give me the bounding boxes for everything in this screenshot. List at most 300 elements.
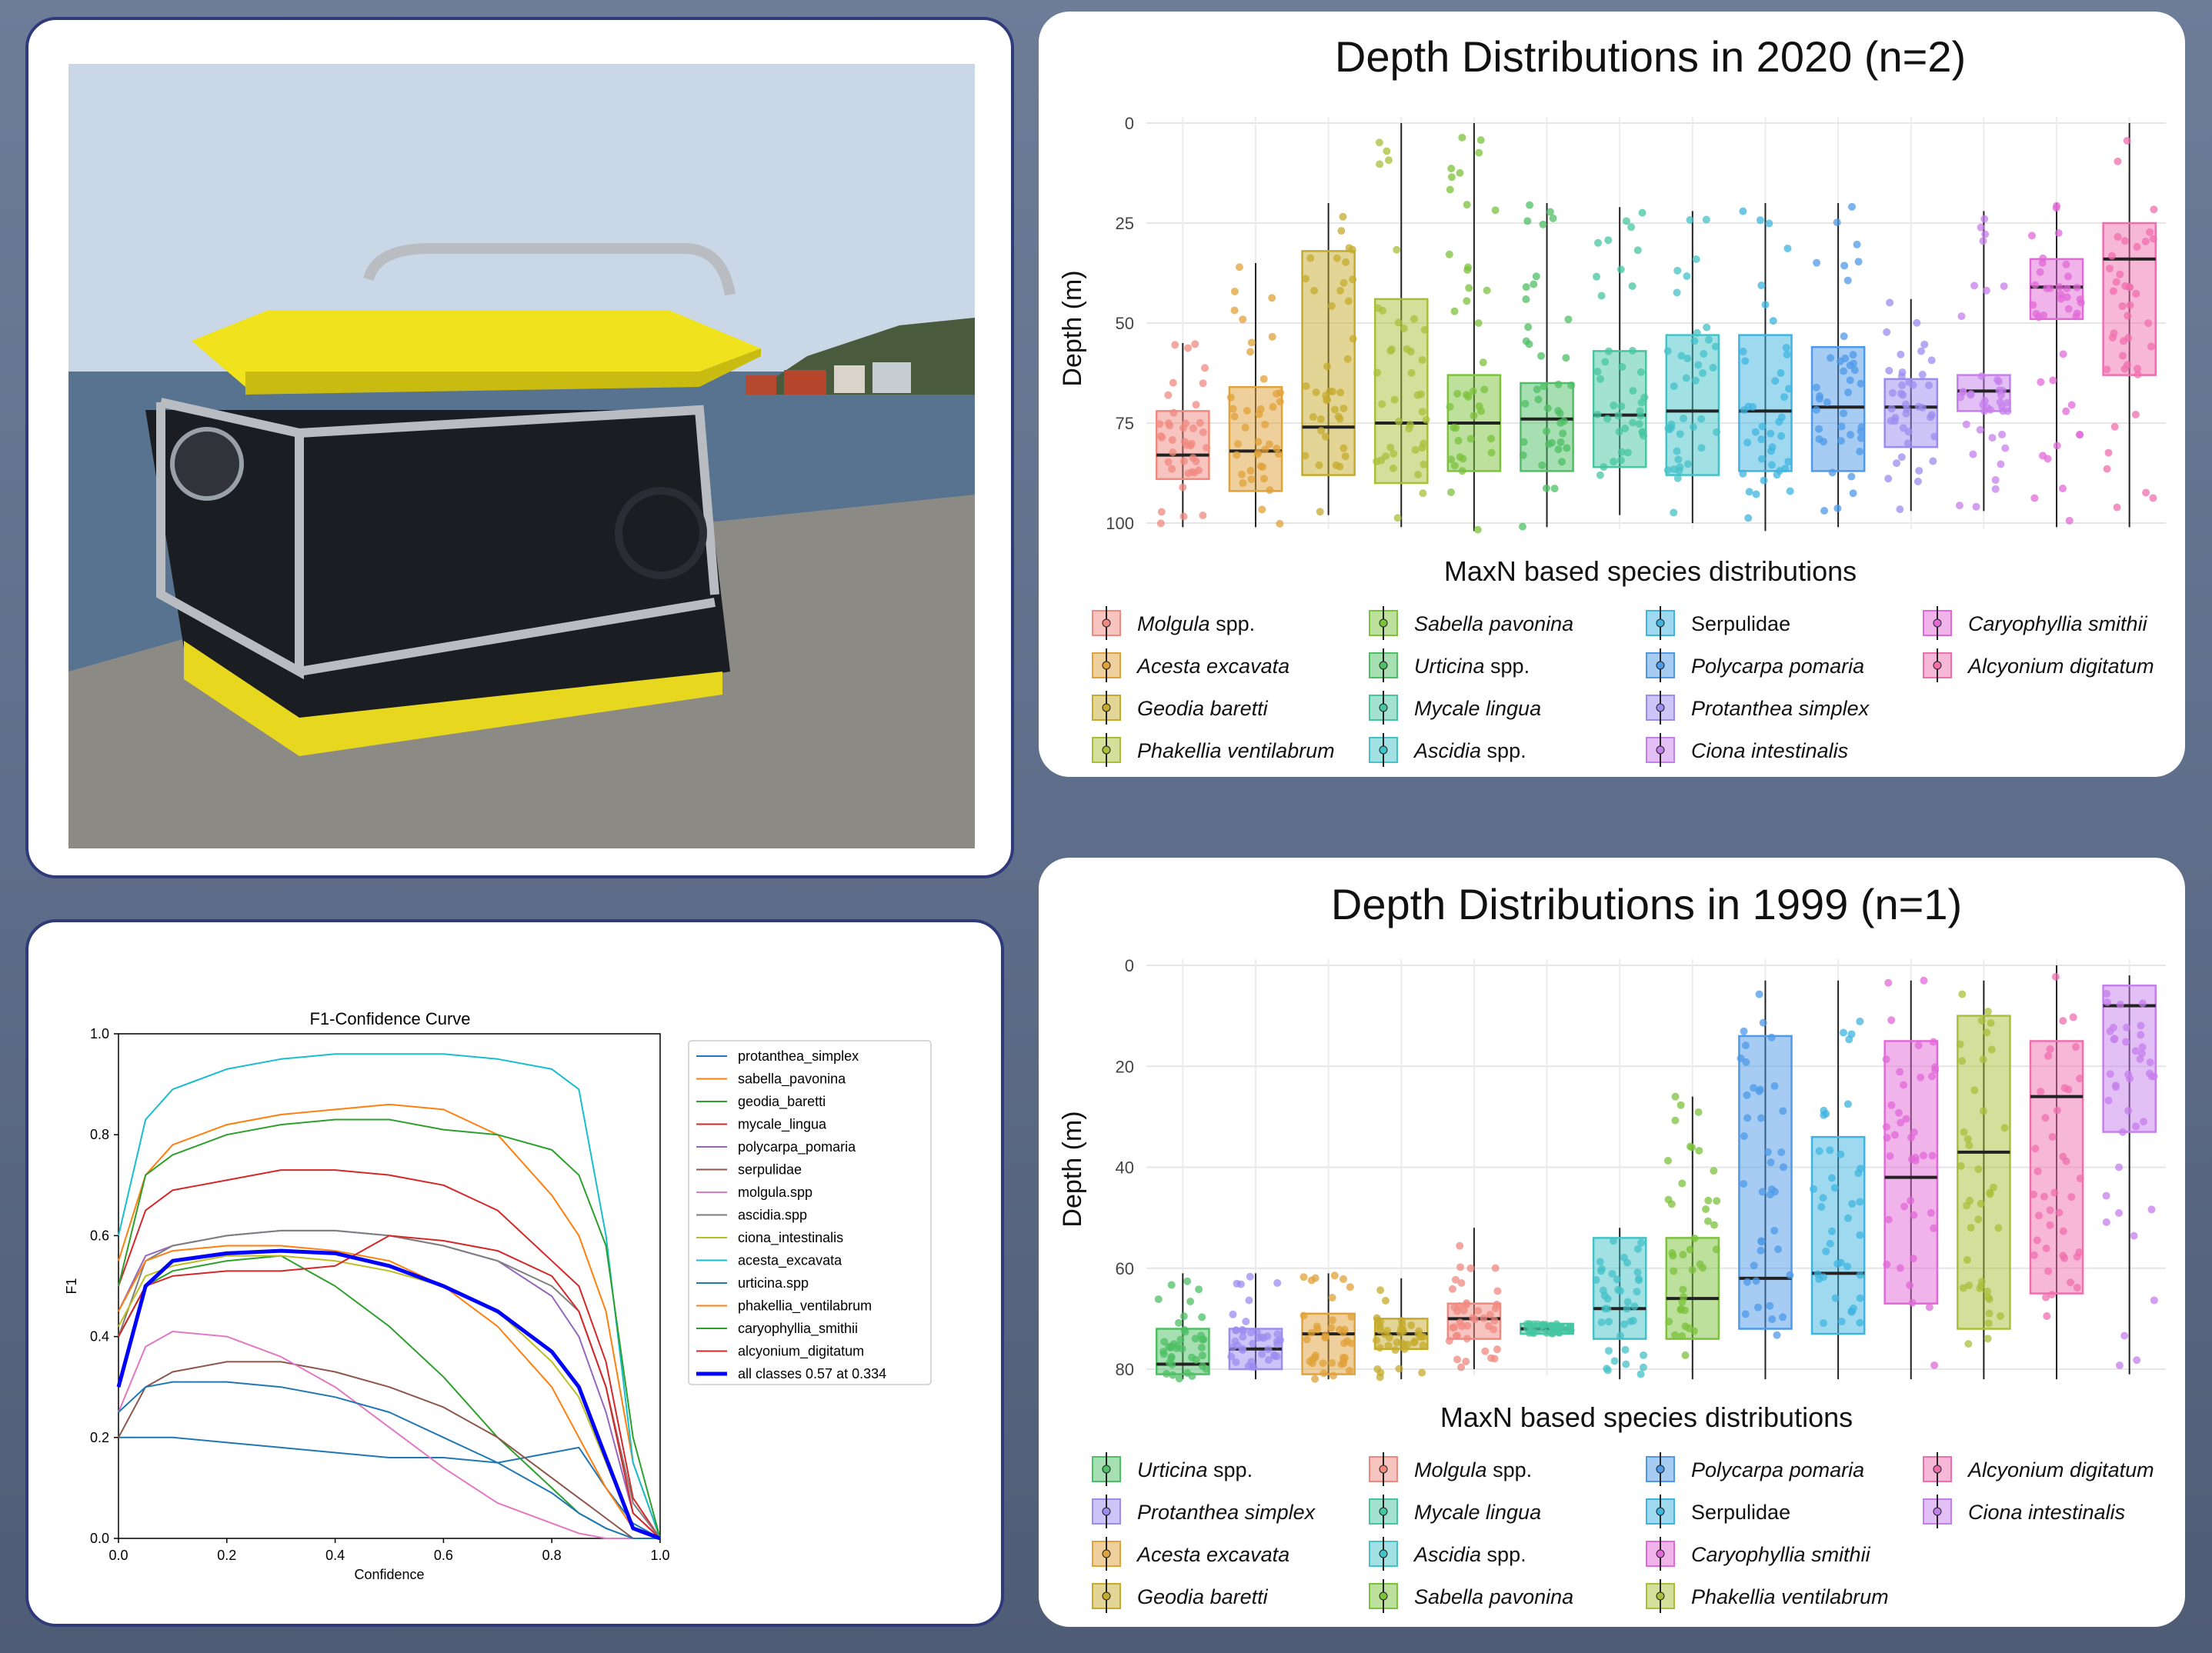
jitter-point bbox=[1897, 351, 1904, 358]
f1-x-tick-label: 0.0 bbox=[108, 1548, 128, 1563]
jitter-point bbox=[1452, 1276, 1460, 1284]
jitter-point bbox=[1376, 1318, 1384, 1325]
jitter-point bbox=[1388, 345, 1396, 353]
jitter-point bbox=[1640, 1364, 1647, 1371]
jitter-point bbox=[1254, 438, 1262, 445]
jitter-point bbox=[1399, 1325, 1406, 1333]
boxplot-group bbox=[1812, 203, 1865, 527]
jitter-point bbox=[1474, 1307, 1482, 1315]
jitter-point bbox=[1420, 440, 1427, 448]
jitter-point bbox=[1883, 1261, 1890, 1268]
jitter-point bbox=[2111, 423, 2119, 431]
jitter-point bbox=[1926, 1303, 1933, 1311]
jitter-point bbox=[1769, 443, 1777, 451]
jitter-point bbox=[2147, 342, 2155, 350]
jitter-point bbox=[2053, 202, 2060, 210]
jitter-point bbox=[1750, 1261, 1758, 1269]
jitter-point bbox=[1853, 241, 1861, 248]
jitter-point bbox=[1616, 1331, 1624, 1339]
jitter-point bbox=[1546, 208, 1554, 216]
jitter-point bbox=[1988, 434, 1996, 442]
jitter-point bbox=[1600, 463, 1607, 471]
jitter-point bbox=[1345, 297, 1353, 305]
jitter-point bbox=[1930, 1361, 1938, 1369]
legend-species-name: Protanthea simplex bbox=[1137, 1501, 1316, 1524]
jitter-point bbox=[1764, 1148, 1772, 1156]
legend-item bbox=[1370, 733, 1526, 767]
jitter-point bbox=[1227, 394, 1235, 402]
f1-series-line bbox=[118, 1382, 660, 1538]
jitter-point bbox=[1520, 438, 1528, 446]
jitter-point bbox=[1844, 277, 1852, 285]
jitter-point bbox=[1930, 1225, 1937, 1232]
jitter-point bbox=[1266, 440, 1273, 448]
jitter-point bbox=[1713, 1197, 1720, 1205]
jitter-point bbox=[1965, 1141, 1973, 1149]
jitter-point bbox=[1674, 475, 1682, 482]
jitter-point bbox=[1376, 160, 1383, 168]
jitter-point bbox=[2110, 1035, 2118, 1042]
jitter-point bbox=[2110, 287, 2117, 295]
jitter-point bbox=[1600, 1287, 1607, 1295]
jitter-point bbox=[1419, 489, 1426, 497]
jitter-point bbox=[2067, 1278, 2074, 1286]
jitter-point bbox=[1169, 436, 1176, 444]
jitter-point bbox=[1611, 1357, 1619, 1365]
jitter-point bbox=[1697, 444, 1705, 452]
jitter-point bbox=[2043, 1245, 2050, 1252]
jitter-point bbox=[1848, 1200, 1856, 1208]
bp2020-y-axis-label: Depth (m) bbox=[1058, 270, 1087, 387]
jitter-point bbox=[1905, 428, 1913, 435]
jitter-point bbox=[1771, 1082, 1779, 1090]
legend-species-name: Polycarpa pomaria bbox=[1691, 655, 1865, 678]
jitter-point bbox=[2035, 1211, 2043, 1219]
jitter-point bbox=[1857, 435, 1865, 442]
jitter-point bbox=[1783, 344, 1790, 352]
jitter-point bbox=[2105, 1097, 2113, 1105]
jitter-point bbox=[1773, 1331, 1781, 1339]
legend-item bbox=[1093, 606, 1255, 640]
jitter-point bbox=[1757, 1085, 1764, 1093]
boxplot-group bbox=[2030, 965, 2084, 1379]
jitter-point bbox=[1899, 392, 1907, 399]
jitter-point bbox=[1617, 265, 1625, 273]
jitter-point bbox=[1783, 351, 1791, 358]
legend-item bbox=[1370, 606, 1573, 640]
jitter-point bbox=[1605, 1347, 1613, 1355]
f1-legend-label: alcyonium_digitatum bbox=[738, 1343, 865, 1359]
legend-species-name: Geodia baretti bbox=[1137, 697, 1268, 720]
f1-legend-label: protanthea_simplex bbox=[738, 1048, 859, 1064]
box bbox=[1520, 383, 1573, 471]
legend-species-name: Acesta excavata bbox=[1137, 1543, 1290, 1566]
jitter-point bbox=[1463, 1299, 1470, 1307]
jitter-point bbox=[1592, 1276, 1600, 1284]
jitter-point bbox=[1787, 487, 1794, 495]
jitter-point bbox=[1779, 1107, 1787, 1115]
jitter-point bbox=[2067, 1193, 2075, 1201]
jitter-point bbox=[1623, 217, 1630, 225]
jitter-point bbox=[2031, 1145, 2039, 1152]
legend-label bbox=[1414, 655, 1530, 678]
jitter-point bbox=[1740, 348, 1747, 355]
jitter-point bbox=[1379, 307, 1386, 315]
legend-swatch-dot bbox=[1656, 1465, 1664, 1473]
f1-y-tick-label: 0.4 bbox=[89, 1328, 109, 1345]
jitter-point bbox=[1382, 1297, 1390, 1305]
jitter-point bbox=[1671, 1331, 1679, 1339]
jitter-point bbox=[1994, 1224, 2002, 1231]
legend-species-suffix: spp. bbox=[1484, 655, 1530, 678]
boxplot-1999 bbox=[1039, 858, 2185, 1627]
legend-item bbox=[1646, 1537, 1871, 1571]
boxplot-group bbox=[1446, 1228, 1502, 1371]
jitter-point bbox=[1679, 1285, 1687, 1293]
jitter-point bbox=[1677, 430, 1684, 438]
f1-series-line bbox=[118, 1331, 660, 1538]
jitter-point bbox=[1816, 392, 1823, 400]
jitter-point bbox=[1752, 428, 1760, 436]
f1-chart-panel bbox=[25, 919, 1004, 1627]
jitter-point bbox=[1770, 1227, 1778, 1235]
jitter-point bbox=[1229, 1344, 1236, 1351]
jitter-point bbox=[2076, 1075, 2084, 1082]
legend-species-suffix: spp. bbox=[1481, 1543, 1526, 1566]
jitter-point bbox=[1260, 475, 1268, 482]
jitter-point bbox=[1522, 295, 1530, 303]
jitter-point bbox=[1447, 488, 1455, 496]
jitter-point bbox=[1957, 1162, 1965, 1170]
jitter-point bbox=[1463, 1335, 1471, 1342]
jitter-point bbox=[1344, 355, 1352, 363]
jitter-point bbox=[1667, 421, 1675, 428]
jitter-point bbox=[1347, 1313, 1355, 1321]
legend-swatch-dot bbox=[1103, 1592, 1110, 1600]
jitter-point bbox=[2110, 329, 2118, 337]
jitter-point bbox=[2064, 272, 2072, 280]
jitter-point bbox=[1992, 485, 2000, 493]
bp2020-plot-area bbox=[1106, 114, 2166, 534]
jitter-point bbox=[1889, 389, 1897, 397]
legend-label bbox=[1967, 1458, 2154, 1481]
jitter-point bbox=[2040, 312, 2047, 319]
jitter-point bbox=[1893, 459, 1900, 467]
jitter-point bbox=[1447, 165, 1455, 172]
jitter-point bbox=[1234, 440, 1242, 448]
f1-legend-label: phakellia_ventilabrum bbox=[738, 1298, 872, 1314]
jitter-point bbox=[1229, 405, 1237, 413]
jitter-point bbox=[1856, 448, 1863, 455]
legend-species-name: Sabella pavonina bbox=[1414, 1585, 1574, 1608]
jitter-point bbox=[1983, 287, 1990, 295]
jitter-point bbox=[1771, 377, 1779, 385]
jitter-point bbox=[1891, 1131, 1899, 1139]
legend-species-name: Molgula bbox=[1137, 612, 1210, 635]
jitter-point bbox=[1391, 396, 1399, 404]
jitter-point bbox=[1169, 409, 1177, 417]
f1-x-tick-label: 0.8 bbox=[542, 1548, 562, 1563]
jitter-point bbox=[1785, 385, 1793, 392]
jitter-point bbox=[1197, 1331, 1205, 1339]
legend-item bbox=[1370, 1579, 1573, 1613]
legend-swatch-dot bbox=[1656, 704, 1664, 712]
jitter-point bbox=[1896, 505, 1903, 513]
jitter-point bbox=[1322, 1333, 1330, 1341]
jitter-point bbox=[1490, 1317, 1498, 1325]
legend-species-name: Ascidia bbox=[1414, 1543, 1482, 1566]
jitter-point bbox=[1700, 350, 1707, 358]
jitter-point bbox=[1559, 430, 1566, 438]
jitter-point bbox=[1551, 485, 1559, 492]
jitter-point bbox=[1543, 485, 1550, 492]
jitter-point bbox=[2103, 1218, 2110, 1226]
jitter-point bbox=[1331, 405, 1339, 413]
jitter-point bbox=[1236, 263, 1243, 271]
jitter-point bbox=[1752, 1277, 1760, 1285]
jitter-point bbox=[1414, 392, 1422, 399]
jitter-point bbox=[2034, 1236, 2041, 1244]
jitter-point bbox=[1558, 458, 1566, 465]
jitter-point bbox=[2103, 1192, 2110, 1200]
jitter-point bbox=[1826, 1146, 1833, 1154]
jitter-point bbox=[2041, 1114, 2049, 1121]
jitter-point bbox=[1847, 473, 1855, 481]
jitter-point bbox=[1828, 1228, 1836, 1235]
jitter-point bbox=[2030, 495, 2038, 502]
jitter-point bbox=[1762, 301, 1770, 308]
jitter-point bbox=[2116, 271, 2124, 278]
jitter-point bbox=[1398, 1317, 1406, 1325]
jitter-point bbox=[1777, 432, 1785, 440]
legend-label bbox=[1691, 739, 1848, 762]
jitter-point bbox=[2104, 449, 2112, 457]
jitter-point bbox=[1915, 467, 1923, 475]
rov-photo-panel bbox=[25, 17, 1014, 878]
jitter-point bbox=[1420, 461, 1427, 468]
jitter-point bbox=[1787, 1271, 1794, 1279]
jitter-point bbox=[1519, 523, 1526, 531]
jitter-point bbox=[1347, 1339, 1355, 1347]
legend-item bbox=[1923, 648, 2154, 682]
legend-species-suffix: spp. bbox=[1481, 739, 1526, 762]
legend-item bbox=[1370, 1495, 1541, 1528]
jitter-point bbox=[1330, 1371, 1337, 1379]
y-tick-label: 0 bbox=[1124, 114, 1134, 133]
jitter-point bbox=[1670, 508, 1677, 516]
boxplot-group bbox=[1227, 1273, 1284, 1379]
jitter-point bbox=[1883, 328, 1890, 336]
jitter-point bbox=[1930, 432, 1938, 440]
jitter-point bbox=[1249, 1340, 1256, 1348]
jitter-point bbox=[2037, 378, 2044, 386]
jitter-point bbox=[1910, 382, 1917, 389]
jitter-point bbox=[1195, 1285, 1203, 1293]
jitter-point bbox=[1179, 512, 1187, 520]
jitter-point bbox=[1523, 1320, 1531, 1328]
jitter-point bbox=[1521, 400, 1529, 408]
jitter-point bbox=[1920, 341, 1928, 348]
legend-species-name: Phakellia ventilabrum bbox=[1137, 739, 1335, 762]
jitter-point bbox=[1329, 1294, 1336, 1301]
jitter-point bbox=[1910, 1255, 1917, 1262]
jitter-point bbox=[1757, 435, 1765, 443]
legend-swatch-dot bbox=[1933, 1465, 1941, 1473]
jitter-point bbox=[1615, 412, 1623, 419]
jitter-point bbox=[1887, 1016, 1895, 1024]
jitter-point bbox=[1322, 433, 1330, 441]
jitter-point bbox=[1886, 1152, 1893, 1160]
jitter-point bbox=[1383, 147, 1390, 155]
jitter-point bbox=[1760, 477, 1768, 485]
jitter-point bbox=[1694, 361, 1702, 368]
jitter-point bbox=[1640, 1351, 1647, 1359]
jitter-point bbox=[1673, 448, 1681, 455]
boxplot-group bbox=[1156, 340, 1210, 527]
jitter-point bbox=[1349, 275, 1356, 283]
legend-species-name: Alcyonium digitatum bbox=[1968, 1458, 2154, 1481]
jitter-point bbox=[1672, 1093, 1680, 1101]
jitter-point bbox=[1690, 423, 1697, 431]
jitter-point bbox=[1451, 308, 1459, 315]
legend-species-name: Ciona intestinalis bbox=[1968, 1501, 2126, 1524]
jitter-point bbox=[2114, 158, 2122, 165]
jitter-point bbox=[1914, 478, 1922, 485]
legend-swatch-dot bbox=[1380, 1508, 1387, 1515]
jitter-point bbox=[1540, 221, 1547, 228]
legend-label bbox=[1414, 1458, 1532, 1481]
bp1999-plot-area bbox=[1116, 956, 2166, 1383]
legend-species-name: Ascidia bbox=[1414, 739, 1482, 762]
jitter-point bbox=[1248, 475, 1256, 483]
jitter-point bbox=[1967, 391, 1974, 398]
jitter-point bbox=[1784, 458, 1792, 465]
jitter-point bbox=[1186, 1298, 1194, 1305]
jitter-point bbox=[1269, 333, 1276, 341]
legend-swatch-dot bbox=[1656, 619, 1664, 627]
jitter-point bbox=[1981, 230, 1989, 238]
rov-photo bbox=[28, 20, 1011, 875]
jitter-point bbox=[1310, 1355, 1317, 1363]
jitter-point bbox=[1885, 1216, 1893, 1224]
jitter-point bbox=[1813, 259, 1820, 267]
jitter-point bbox=[1303, 1335, 1311, 1343]
jitter-point bbox=[1710, 1221, 1718, 1229]
jitter-point bbox=[1526, 202, 1533, 209]
jitter-point bbox=[1340, 1357, 1347, 1365]
jitter-point bbox=[2119, 302, 2127, 310]
f1-x-tick-label: 1.0 bbox=[650, 1548, 670, 1563]
jitter-point bbox=[1168, 1361, 1176, 1368]
jitter-point bbox=[1533, 385, 1541, 393]
boxplot-group bbox=[1227, 263, 1284, 528]
jitter-point bbox=[1910, 1128, 1918, 1136]
boxplot-group bbox=[1664, 211, 1720, 523]
jitter-point bbox=[1705, 336, 1713, 344]
jitter-point bbox=[1920, 1151, 1927, 1159]
jitter-point bbox=[1376, 1373, 1384, 1381]
jitter-point bbox=[1713, 428, 1720, 436]
jitter-point bbox=[2114, 233, 2122, 241]
jitter-point bbox=[1456, 169, 1463, 177]
jitter-point bbox=[1199, 379, 1207, 387]
jitter-point bbox=[1453, 1355, 1461, 1363]
f1-legend-label: caryophyllia_smithii bbox=[738, 1321, 859, 1336]
jitter-point bbox=[2049, 1133, 2057, 1141]
jitter-point bbox=[1779, 1313, 1787, 1321]
jitter-point bbox=[2074, 1284, 2081, 1291]
jitter-point bbox=[1598, 1318, 1606, 1326]
jitter-point bbox=[1978, 1278, 1986, 1285]
legend-species-name: Serpulidae bbox=[1691, 612, 1791, 635]
jitter-point bbox=[1757, 1115, 1765, 1122]
jitter-point bbox=[1548, 439, 1556, 447]
jitter-point bbox=[1198, 1313, 1206, 1321]
jitter-point bbox=[1419, 408, 1426, 415]
jitter-point bbox=[1856, 1018, 1863, 1025]
jitter-point bbox=[1856, 1198, 1863, 1205]
jitter-point bbox=[1276, 398, 1284, 405]
jitter-point bbox=[1523, 217, 1531, 225]
jitter-point bbox=[1844, 1100, 1852, 1108]
f1-y-ticks bbox=[90, 1026, 118, 1546]
f1-y-tick-label: 0.0 bbox=[89, 1531, 109, 1546]
jitter-point bbox=[1593, 411, 1601, 418]
legend-item bbox=[1370, 691, 1541, 725]
legend-swatch-dot bbox=[1380, 746, 1387, 754]
legend-swatch-dot bbox=[1103, 1550, 1110, 1558]
jitter-point bbox=[1382, 452, 1390, 460]
jitter-point bbox=[2072, 1043, 2080, 1051]
jitter-point bbox=[1350, 335, 1357, 342]
jitter-point bbox=[1340, 1275, 1347, 1283]
jitter-point bbox=[1977, 1200, 1985, 1208]
jitter-point bbox=[1677, 352, 1685, 360]
legend-item bbox=[1646, 1579, 1889, 1613]
jitter-point bbox=[1155, 1295, 1163, 1303]
f1-legend-label: urticina.spp bbox=[738, 1275, 809, 1291]
jitter-point bbox=[2150, 1072, 2158, 1080]
jitter-point bbox=[1481, 1348, 1489, 1355]
jitter-point bbox=[1670, 1267, 1677, 1275]
jitter-point bbox=[1909, 1299, 1917, 1307]
jitter-point bbox=[1888, 405, 1896, 412]
jitter-point bbox=[1301, 452, 1309, 459]
jitter-point bbox=[1310, 413, 1317, 421]
jitter-point bbox=[2103, 990, 2110, 998]
jitter-point bbox=[1833, 1260, 1841, 1268]
legend-swatch-dot bbox=[1933, 1508, 1941, 1515]
jitter-point bbox=[1741, 357, 1749, 365]
legend-label bbox=[1413, 1543, 1526, 1566]
legend-swatch-dot bbox=[1380, 1465, 1387, 1473]
jitter-point bbox=[1898, 372, 1906, 380]
jitter-point bbox=[1201, 364, 1209, 372]
jitter-point bbox=[1266, 486, 1273, 494]
jitter-point bbox=[1673, 267, 1681, 275]
boxplot-group bbox=[1519, 202, 1575, 531]
jitter-point bbox=[1525, 340, 1533, 348]
jitter-point bbox=[1693, 329, 1701, 337]
jitter-point bbox=[1754, 1304, 1762, 1311]
jitter-point bbox=[1885, 367, 1893, 375]
jitter-point bbox=[1237, 1281, 1245, 1288]
jitter-point bbox=[1973, 503, 1980, 511]
jitter-point bbox=[1757, 1237, 1765, 1245]
legend-swatch-dot bbox=[1380, 1550, 1387, 1558]
y-tick-label: 40 bbox=[1115, 1158, 1134, 1178]
jitter-point bbox=[2144, 319, 2152, 327]
